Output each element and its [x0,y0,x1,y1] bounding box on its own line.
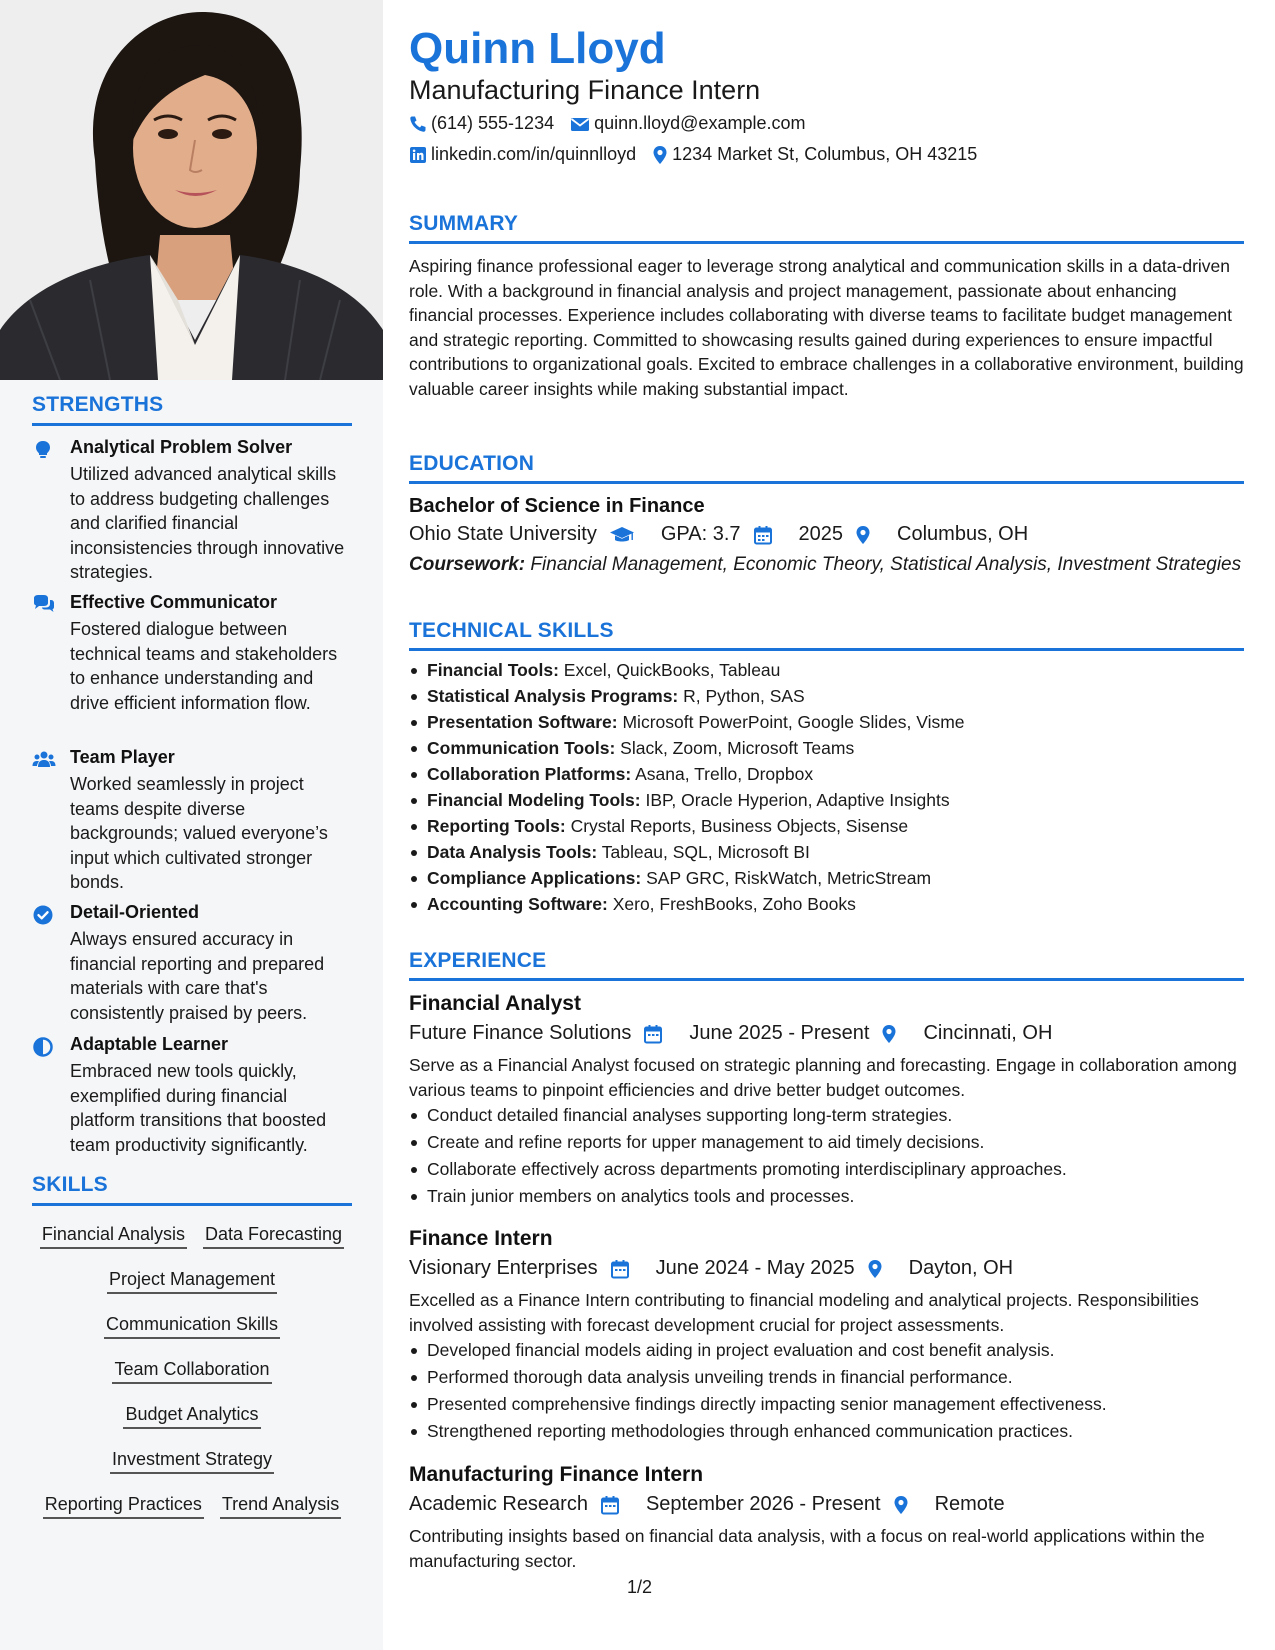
skill-label: Communication Tools: [427,738,616,758]
job-meta [409,1257,1244,1280]
degree-title: Bachelor of Science in Finance [409,495,705,517]
gpa [661,523,785,546]
skills-list [32,1221,352,1536]
skill-tag: Trend Analysis [220,1491,341,1519]
list-item: Train junior members on analytics tools and processes. [409,1183,1244,1210]
envelope-icon [570,116,590,132]
skill-tag: Data Forecasting [203,1221,344,1249]
list-item [409,865,1244,891]
summary-section [409,212,1244,401]
address-text: 1234 Market St, Columbus, OH 43215 [672,144,978,164]
address-contact [652,144,977,165]
strengths-list [32,437,352,1157]
experience-heading: EXPERIENCE [409,949,1244,981]
skill-label: Collaboration Platforms: [427,764,632,784]
job-bullets [409,1337,1244,1445]
technical-skills-heading: TECHNICAL SKILLS [409,619,1244,651]
job-meta [409,1493,1244,1516]
company-text: Visionary Enterprises [409,1257,598,1279]
skill-row [32,1311,352,1356]
strength-desc: Worked seamlessly in project teams despite diverse backgrounds; valued everyone’s input which cultivated stronger bonds. [70,774,328,892]
phone-text: (614) 555-1234 [431,113,555,133]
linkedin-icon [409,146,427,164]
strength-desc: Fostered dialogue between technical teams and stakeholders to enhance understanding and drive efficient information flow. [70,619,338,713]
job-entry [409,992,1244,1210]
phone-icon [409,115,427,133]
skills-heading: SKILLS [32,1173,352,1206]
skill-label: Statistical Analysis Programs: [427,686,679,706]
profile-photo [0,0,383,380]
coursework [409,553,1244,577]
email-contact[interactable] [570,113,805,134]
skill-value: Xero, FreshBooks, Zoho Books [612,894,856,914]
strength-desc: Embraced new tools quickly, exemplified during financial platform transitions that boosted team productivity significantly. [70,1061,327,1155]
skill-row [32,1401,352,1446]
lightbulb-icon [32,439,54,461]
job-bullets [409,1102,1244,1210]
list-item [409,787,1244,813]
skill-label: Accounting Software: [427,894,608,914]
calendar-icon [753,525,773,545]
linkedin-contact[interactable] [409,144,636,165]
graduation-year [799,523,884,546]
company [409,1257,642,1280]
comments-icon [32,594,54,616]
linkedin-text: linkedin.com/in/quinnlloyd [431,144,637,164]
skills-section [32,1173,352,1573]
skill-label: Financial Modeling Tools: [427,790,641,810]
gpa-text: GPA: 3.7 [660,523,741,545]
strength-title: Analytical Problem Solver [70,437,293,457]
strength-title: Detail-Oriented [70,902,200,922]
skill-tag: Reporting Practices [43,1491,204,1519]
page-number: 1/2 [627,1577,653,1597]
skill-label: Reporting Tools: [427,816,566,836]
job-dates [656,1257,895,1280]
list-item [409,735,1244,761]
map-pin-icon [867,1259,883,1279]
skill-tag: Investment Strategy [110,1446,274,1474]
contact-row-1 [409,113,821,134]
skill-tag: Budget Analytics [123,1401,260,1429]
skill-value: Excel, QuickBooks, Tableau [563,660,781,680]
skill-label: Financial Tools: [427,660,559,680]
education-section [409,452,1244,577]
skill-label: Compliance Applications: [427,868,642,888]
technical-skills-list [409,657,1244,917]
year-text: 2025 [798,523,844,545]
job-dates [646,1493,921,1516]
skill-tag: Communication Skills [104,1311,280,1339]
dates-text: June 2025 - Present [689,1022,870,1044]
list-item: Create and refine reports for upper management to aid timely decisions. [409,1129,1244,1156]
sidebar [0,0,383,1650]
job-dates [689,1022,909,1045]
skill-row [32,1356,352,1401]
list-item: Performed thorough data analysis unveiling trends in financial performance. [409,1364,1244,1391]
calendar-icon [600,1495,620,1515]
list-item: Developed financial models aiding in project evaluation and cost benefit analysis. [409,1337,1244,1364]
list-item [409,709,1244,735]
skill-label: Data Analysis Tools: [427,842,598,862]
job-location: Cincinnati, OH [923,1022,1053,1044]
company [409,1022,675,1045]
experience-section [409,949,1244,981]
map-pin-icon [893,1495,909,1515]
dates-text: June 2024 - May 2025 [655,1257,855,1279]
strengths-section [32,393,352,426]
skill-tag: Financial Analysis [40,1221,187,1249]
job-location: Remote [934,1493,1005,1515]
skill-value: R, Python, SAS [683,686,805,706]
skill-label: Presentation Software: [427,712,618,732]
technical-skills-section [409,619,1244,917]
strength-title: Effective Communicator [70,592,278,612]
school-text: Ohio State University [409,523,597,545]
skill-row [32,1221,352,1266]
candidate-title: Manufacturing Finance Intern [409,75,761,105]
job-description: Excelled as a Finance Intern contributing to financial modeling and analytical projects. Responsibilities involved assisting with forecast development crucial for project assessments. [409,1290,1199,1335]
list-item: Presented comprehensive findings directly impacting senior management effectiveness. [409,1391,1244,1418]
list-item [409,839,1244,865]
list-item [409,813,1244,839]
skill-row [32,1266,352,1311]
job-entry [409,1227,1244,1445]
skill-value: Tableau, SQL, Microsoft BI [601,842,810,862]
skill-value: Asana, Trello, Dropbox [635,764,814,784]
education-heading: EDUCATION [409,452,1244,484]
school-name [409,523,647,546]
job-title: Financial Analyst [409,992,581,1015]
job-entry [409,1463,1244,1573]
skill-row [32,1491,352,1536]
job-meta [409,1022,1244,1045]
skill-value: IBP, Oracle Hyperion, Adaptive Insights [645,790,950,810]
education-location: Columbus, OH [897,523,1029,545]
list-item [409,761,1244,787]
list-item: Strengthened reporting methodologies through enhanced communication practices. [409,1418,1244,1445]
skill-value: Microsoft PowerPoint, Google Slides, Visme [622,712,965,732]
job-title: Finance Intern [409,1227,553,1250]
candidate-name: Quinn Lloyd [409,24,666,73]
education-meta [409,523,1244,546]
calendar-icon [610,1259,630,1279]
job-description: Contributing insights based on financial data analysis, with a focus on real-world applications within the manufacturing sector. [409,1526,1205,1571]
skill-row [32,1446,352,1491]
skill-value: Crystal Reports, Business Objects, Sisense [570,816,909,836]
half-circle-icon [32,1036,54,1058]
strength-title: Team Player [70,747,175,767]
list-item: Conduct detailed financial analyses supporting long-term strategies. [409,1102,1244,1129]
email-text: quinn.lloyd@example.com [594,113,806,133]
summary-text: Aspiring finance professional eager to leverage strong analytical and communication skills in a data-driven role. With a background in financial analysis and project management, passionate about enhancing financial processes. Experience includes collaborating with diverse teams to facilitate budget management and strategic reporting. Committed to showcasing results gained during experiences to ensure impactful contributions to organizational goals. Excited to embrace challenges in a collaborative environment, building valuable career insights while making substantial impact. [409,256,1244,399]
map-pin-icon [855,525,871,545]
dates-text: September 2026 - Present [645,1493,881,1515]
strength-desc: Always ensured accuracy in financial reporting and prepared materials with care that's consistently praised by peers. [70,929,325,1023]
calendar-icon [643,1024,663,1044]
company-text: Future Finance Solutions [409,1022,632,1044]
summary-heading: SUMMARY [409,212,1244,244]
map-pin-icon [881,1024,897,1044]
list-item [409,683,1244,709]
job-location: Dayton, OH [908,1257,1014,1279]
contact-row-2 [409,144,993,165]
list-item [409,891,1244,917]
job-description: Serve as a Financial Analyst focused on strategic planning and forecasting. Engage in collaboration among various teams to pinpoint efficiencies and drive better budget outcomes. [409,1055,1237,1100]
company-text: Academic Research [409,1493,588,1515]
skill-value: Slack, Zoom, Microsoft Teams [620,738,855,758]
graduation-cap-icon [609,525,635,545]
company [409,1493,632,1516]
skill-value: SAP GRC, RiskWatch, MetricStream [646,868,932,888]
check-circle-icon [32,904,54,926]
strengths-heading: STRENGTHS [32,393,352,426]
strength-title: Adaptable Learner [70,1034,229,1054]
users-icon [32,749,54,771]
list-item [409,657,1244,683]
map-pin-icon [652,145,668,165]
coursework-text: Financial Management, Economic Theory, Statistical Analysis, Investment Strategies [530,554,1242,575]
list-item: Collaborate effectively across departments promoting interdisciplinary approaches. [409,1156,1244,1183]
phone-contact[interactable] [409,113,554,134]
skill-tag: Team Collaboration [112,1356,271,1384]
job-title: Manufacturing Finance Intern [409,1463,704,1486]
skill-tag: Project Management [107,1266,277,1294]
coursework-label: Coursework: [409,554,526,575]
strength-desc: Utilized advanced analytical skills to address budgeting challenges and clarified financial inconsistencies through innovative strategies. [70,464,345,582]
